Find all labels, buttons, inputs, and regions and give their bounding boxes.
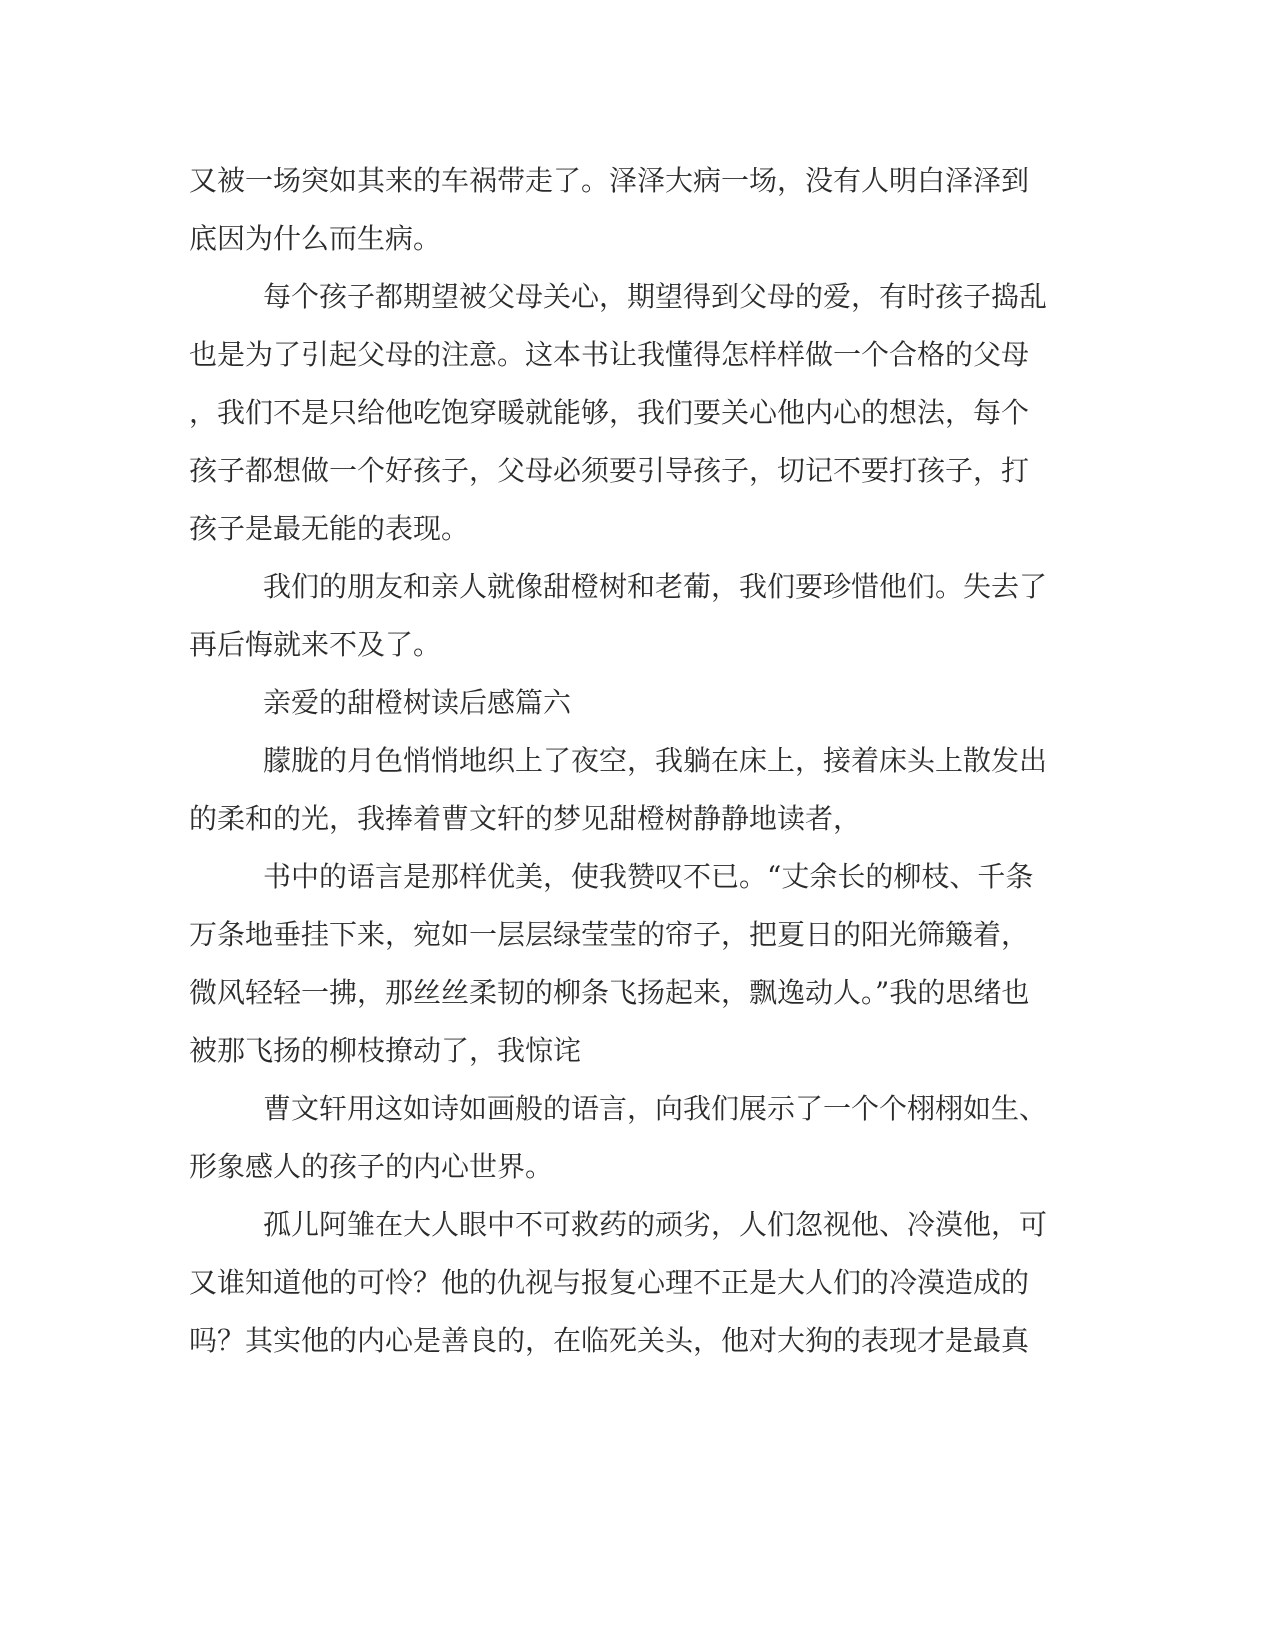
paragraph-start-line: 曹文轩用这如诗如画般的语言，向我们展示了一个个栩栩如生、 [263, 1092, 1048, 1125]
text-line: 微风轻轻一拂，那丝丝柔韧的柳条飞扬起来，飘逸动人。”我的思绪也 [189, 976, 1030, 1009]
text-line: 吗？其实他的内心是善良的，在临死关头，他对大狗的表现才是最真 [189, 1324, 1030, 1357]
text-line: 的柔和的光，我捧着曹文轩的梦见甜橙树静静地读者， [189, 802, 862, 835]
text-line: 又谁知道他的可怜？他的仇视与报复心理不正是大人们的冷漠造成的 [189, 1266, 1030, 1299]
text-line: 再后悔就来不及了。 [189, 628, 442, 661]
text-line: 形象感人的孩子的内心世界。 [189, 1150, 554, 1183]
text-line: 底因为什么而生病。 [189, 222, 442, 255]
text-line: 也是为了引起父母的注意。这本书让我懂得怎样样做一个合格的父母 [189, 338, 1030, 371]
text-line: 万条地垂挂下来，宛如一层层绿莹莹的帘子，把夏日的阳光筛簸着， [189, 918, 1030, 951]
section-heading: 亲爱的甜橙树读后感篇六 [263, 686, 572, 719]
text-line: 又被一场突如其来的车祸带走了。泽泽大病一场，没有人明白泽泽到 [189, 164, 1030, 197]
paragraph-start-line: 朦胧的月色悄悄地织上了夜空，我躺在床上，接着床头上散发出 [263, 744, 1048, 777]
text-line: 孩子都想做一个好孩子，父母必须要引导孩子，切记不要打孩子，打 [189, 454, 1030, 487]
text-line: 孩子是最无能的表现。 [189, 512, 470, 545]
text-line: 被那飞扬的柳枝撩动了，我惊诧 [189, 1034, 582, 1067]
paragraph-start-line: 每个孩子都期望被父母关心，期望得到父母的爱，有时孩子捣乱 [263, 280, 1048, 313]
paragraph-start-line: 书中的语言是那样优美，使我赞叹不已。“丈余长的柳枝、千条 [263, 860, 1034, 893]
paragraph-start-line: 我们的朋友和亲人就像甜橙树和老葡，我们要珍惜他们。失去了 [263, 570, 1048, 603]
text-line: ，我们不是只给他吃饱穿暖就能够，我们要关心他内心的想法，每个 [189, 396, 1030, 429]
paragraph-start-line: 孤儿阿雏在大人眼中不可救药的顽劣，人们忽视他、冷漠他，可 [263, 1208, 1048, 1241]
